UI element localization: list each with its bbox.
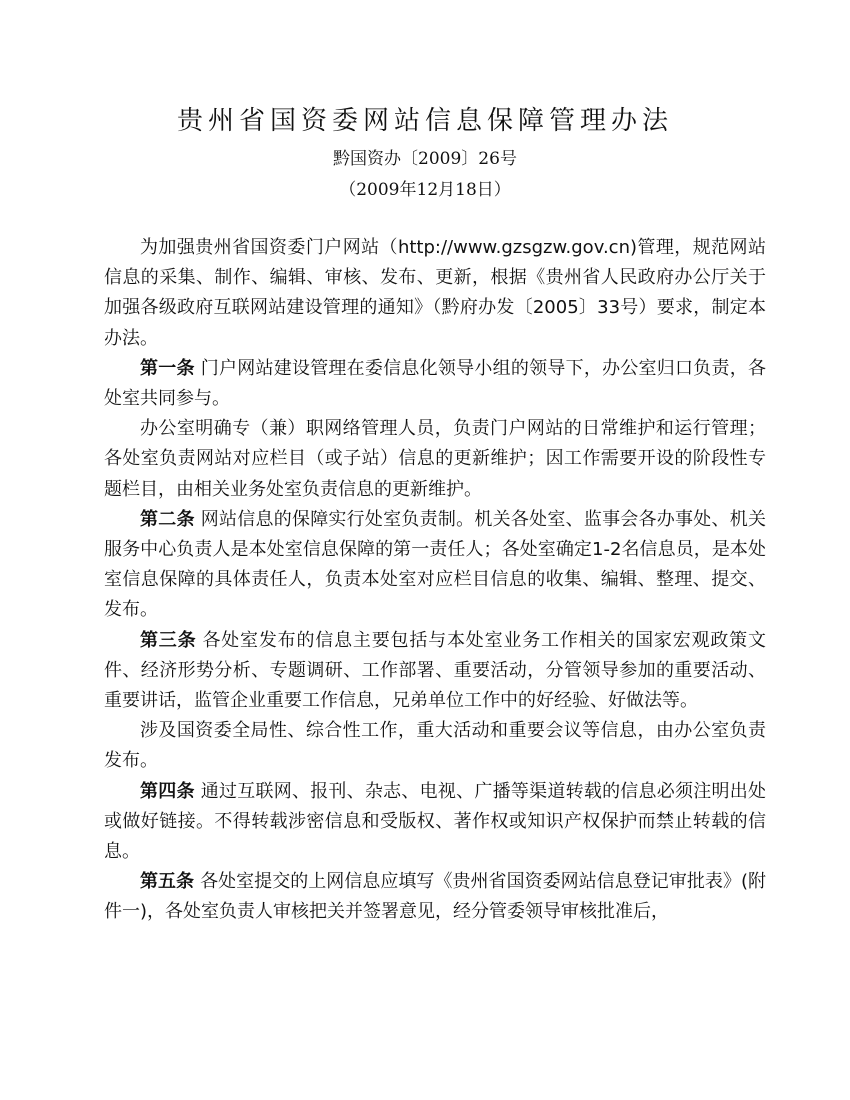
article-heading: 第五条 (140, 871, 195, 893)
paragraph-preamble (104, 233, 766, 354)
document-body (104, 233, 766, 928)
paragraph-text: 涉及国资委全局性、综合性工作，重大活动和重要会议等信息，由办公室负责发布。 (104, 720, 766, 772)
paragraph-text: 各处室发布的信息主要包括与本处室业务工作相关的国家宏观政策文件、经济形势分析、专题调研、工作部署、重要活动，分管领导参加的重要活动、重要讲话，监管企业重要工作信息，兄弟单位工作中的好经验、好做法等。 (104, 629, 766, 712)
paragraph-article-4 (104, 777, 766, 868)
paragraph-article-1 (104, 354, 766, 414)
paragraph-text: 办公室明确专（兼）职网络管理人员，负责门户网站的日常维护和运行管理；各处室负责网站对应栏目（或子站）信息的更新维护；因工作需要开设的阶段性专题栏目，由相关业务处室负责信息的更新维护。 (104, 418, 766, 500)
paragraph-article-3 (104, 626, 766, 717)
article-heading: 第一条 (140, 357, 195, 379)
paragraph-text: 网站信息的保障实行处室负责制。机关各处室、监事会各办事处、机关服务中心负责人是本处室信息保障的第一责任人；各处室确定1-2名信息员，是本处室信息保障的具体责任人，负责本处室对应栏目信息的收集、编辑、整理、提交、发布。 (104, 508, 767, 621)
paragraph-text: 各处室提交的上网信息应填写《贵州省国资委网站信息登记审批表》(附件一)，各处室负责人审核把关并签署意见，经分管委领导审核批准后， (104, 871, 766, 923)
article-heading: 第三条 (140, 629, 197, 651)
paragraph-article-5 (104, 867, 766, 927)
document-date: （2009年12月18日） (339, 180, 511, 200)
document-number: 黔国资办〔2009〕26号 (333, 149, 517, 169)
paragraph-article-2 (104, 505, 766, 626)
article-heading: 第四条 (140, 780, 195, 802)
paragraph-text: 通过互联网、报刊、杂志、电视、广播等渠道转载的信息必须注明出处或做好链接。不得转载涉密信息和受版权、著作权或知识产权保护而禁止转载的信息。 (104, 780, 767, 863)
paragraph-text: 门户网站建设管理在委信息化领导小组的领导下，办公室归口负责，各处室共同参与。 (104, 357, 767, 410)
paragraph-text: 为加强贵州省国资委门户网站（http://www.gzsgzw.gov.cn)管理，规范网站信息的采集、制作、编辑、审核、发布、更新，根据《贵州省人民政府办公厅关于加强各级政府互联网站建设管理的通知》（黔府办发〔2005〕33号）要求，制定本办法。 (104, 237, 766, 349)
document-title: 贵州省国资委网站信息保障管理办法 (176, 106, 673, 136)
paragraph-article-1-cont (104, 414, 766, 505)
paragraph-article-3-cont (104, 716, 766, 776)
article-heading: 第二条 (140, 508, 195, 530)
